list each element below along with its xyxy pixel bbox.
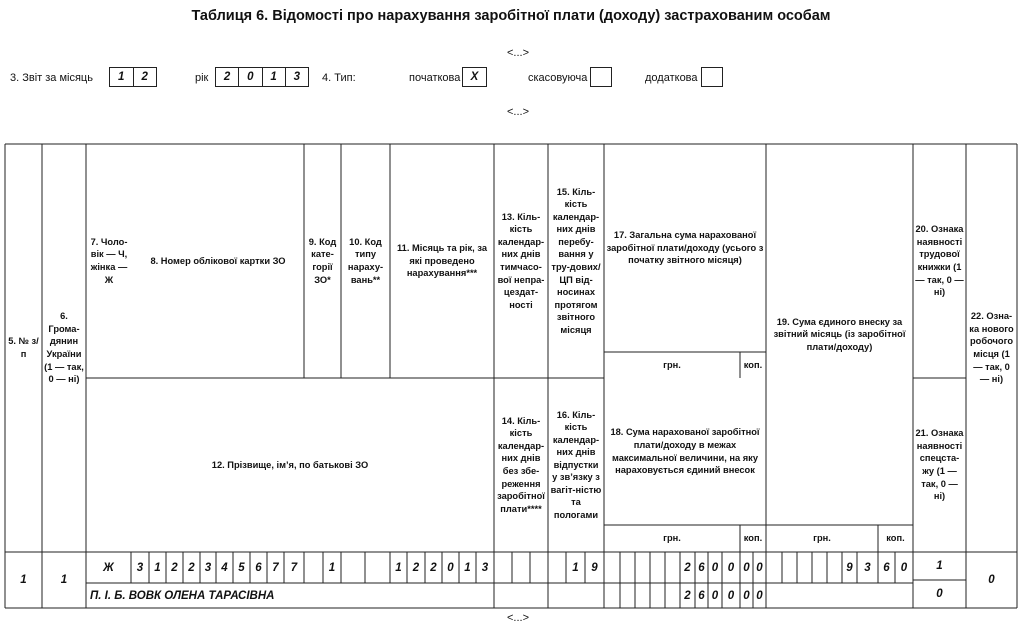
days15-digit: 9	[591, 561, 598, 574]
col18-kop-label: коп.	[743, 533, 763, 544]
row-category: 1	[328, 561, 336, 574]
col-header-5: 5. № з/п	[8, 336, 39, 359]
col-header-21: 21. Ознака наявності спецста-жу (1 — так, 0 — ні)	[915, 428, 964, 502]
row-number: 1	[20, 574, 27, 586]
type-cancel-label: скасовуюча	[528, 72, 588, 84]
col-header-7: 7. Чоло-вік — Ч, жінка — Ж	[90, 236, 128, 285]
sum17-kop-digit: 0	[756, 561, 763, 574]
col-header-22: 22. Озна-ка нового робочого місця (1 — так, 0 — ні)	[969, 311, 1014, 385]
period-digit: 3	[481, 561, 489, 574]
sum18-digit: 6	[698, 589, 705, 602]
sum18-kop-digit: 0	[743, 589, 750, 602]
card-digit: 6	[255, 561, 262, 574]
ellipsis-bottom: <...>	[507, 612, 530, 624]
sum18-digit: 2	[684, 589, 691, 602]
month-digit: 2	[141, 71, 148, 83]
col-header-8: 8. Номер облікової картки ЗО	[150, 255, 286, 266]
sum18-kop-digit: 0	[756, 589, 763, 602]
year-digit: 2	[216, 68, 239, 86]
report-month-label: 3. Звіт за місяць	[10, 72, 93, 84]
ellipsis-middle: <...>	[507, 106, 530, 118]
period-digit: 2	[430, 561, 437, 574]
row-full-name: П. І. Б. ВОВК ОЛЕНА ТАРАСІВНА	[90, 589, 275, 602]
col-header-6: 6. Грома-дянин України (1 — так, 0 — ні)	[44, 311, 84, 385]
card-digit: 3	[136, 561, 144, 574]
sum18-digit: 0	[711, 589, 719, 602]
col19-kop-label: коп.	[886, 533, 905, 544]
row-new-job: 0	[988, 574, 995, 586]
col-header-19: 19. Сума єдиного внеску за звітний місяць (із заробітної плати/доходу)	[773, 316, 906, 352]
card-digit: 1	[154, 561, 161, 574]
sum19-digit: 3	[864, 561, 871, 574]
card-digit: 2	[188, 561, 195, 574]
period-digit: 2	[412, 561, 420, 574]
col-header-9: 9. Код кате-горії ЗО*	[308, 236, 337, 285]
sum19-digit: 9	[846, 561, 853, 574]
col-header-15: 15. Кіль-кість календар-них днів перебу-вання у тру-дових/ЦП від-носинах протягом звітного місяця	[551, 186, 601, 335]
sum19-kop-digit: 6	[883, 561, 890, 574]
col-header-20: 20. Ознака наявності трудової книжки (1 — так, 0 — ні)	[915, 224, 964, 298]
year-digit: 1	[263, 68, 286, 86]
period-digit: 1	[395, 561, 402, 574]
row-gender: Ж	[103, 561, 114, 574]
sum17-kop-digit: 0	[743, 561, 750, 574]
col-header-13: 13. Кіль-кість календар-них днів тимчасо-вої непра-цездат-ності	[497, 211, 545, 310]
page-title: Таблиця 6. Відомості про нарахування заробітної плати (доходу) застрахованим особам	[191, 8, 831, 24]
ellipsis-top: <...>	[507, 47, 530, 59]
type-extra-label: додаткова	[645, 72, 698, 84]
sum18-digit: 0	[727, 589, 735, 602]
sum17-digit: 2	[684, 561, 691, 574]
sum17-digit: 0	[727, 561, 735, 574]
period-digit: 1	[464, 561, 471, 574]
sum17-digit: 0	[711, 561, 719, 574]
card-digit: 2	[171, 561, 178, 574]
col17-grn-label: грн.	[663, 359, 681, 370]
card-digit: 7	[290, 561, 298, 574]
period-digit: 0	[447, 561, 454, 574]
col-header-14: 14. Кіль-кість календар-них днів без збе-реження заробітної плати****	[497, 415, 545, 514]
row-special-experience: 0	[936, 588, 943, 600]
col-header-17: 17. Загальна сума нарахованої заробітної плати/доходу (усього з початку звітного місяця)	[606, 230, 764, 266]
card-digit: 5	[238, 561, 245, 574]
card-digit: 4	[221, 561, 228, 574]
year-digit: 0	[239, 68, 262, 86]
card-digit: 7	[272, 561, 279, 574]
sum19-kop-digit: 0	[900, 561, 908, 574]
col-header-16: 16. Кіль-кість календар-них днів відпустки у зв’язку з вагіт-ністю та пологами	[550, 409, 602, 520]
report-year-label: рік	[195, 72, 209, 84]
year-digit: 3	[293, 71, 301, 83]
col-header-12: 12. Прізвище, ім’я, по батькові ЗО	[211, 459, 369, 470]
col-header-18: 18. Сума нарахованої заробітної плати/доходу в межах максимальної величини, на яку нараховується єдиний внесок	[610, 427, 760, 476]
col-header-10: 10. Код типу нараху-вань**	[347, 236, 384, 285]
col-header-11: 11. Місяць та рік, за які проведено нарахування***	[397, 243, 487, 279]
type-initial-label: початкова	[409, 72, 461, 84]
report-type-label: 4. Тип:	[322, 72, 356, 84]
month-digit: 1	[110, 68, 134, 86]
col17-kop-label: коп.	[743, 359, 763, 370]
row-citizen: 1	[60, 574, 68, 586]
days15-digit: 1	[572, 561, 579, 574]
col18-grn-label: грн.	[663, 533, 681, 544]
type-initial-checkbox[interactable]: X	[462, 67, 487, 87]
row-work-book: 1	[936, 560, 943, 572]
col19-grn-label: грн.	[813, 533, 831, 544]
card-digit: 3	[204, 561, 212, 574]
sum17-digit: 6	[698, 561, 705, 574]
